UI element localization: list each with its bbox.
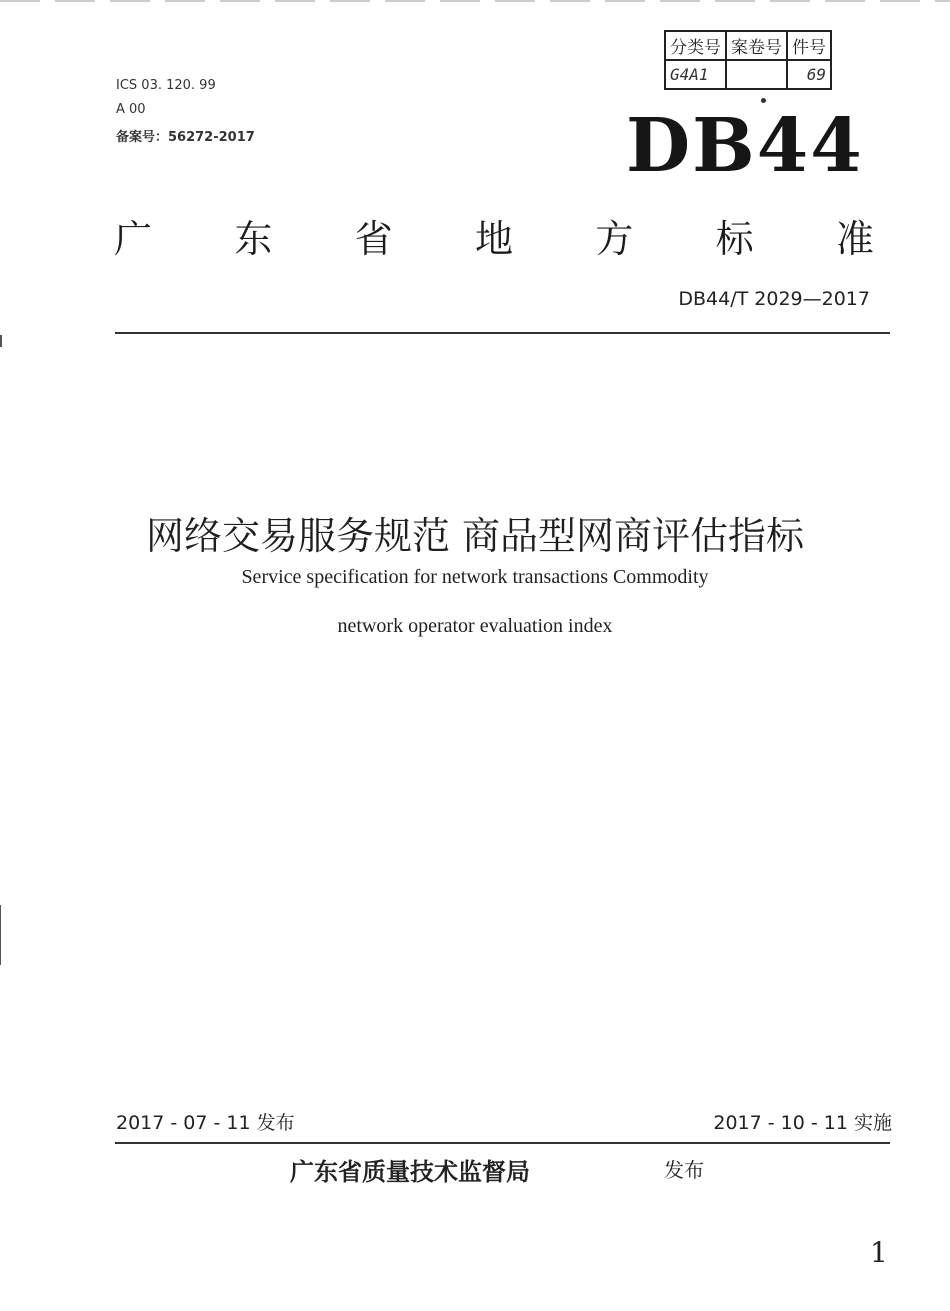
standard-type-heading <box>114 208 874 263</box>
issue-label: 发布 <box>664 1158 704 1182</box>
issuing-authority: 广东省质量技术监督局 <box>290 1158 530 1186</box>
standard-type-char: 准 <box>835 217 874 261</box>
publish-date: 2017 - 07 - 11 发布 <box>116 1112 295 1134</box>
standard-type-char: 东 <box>234 217 273 261</box>
db44-logo: DB44 <box>626 103 864 189</box>
document-title-zh: 网络交易服务规范 商品型网商评估指标 <box>145 514 805 558</box>
classification-header: 分类号 <box>665 31 726 60</box>
standard-type-char: 广 <box>114 217 153 261</box>
document-title-en-line1: Service specification for network transactions Commodity <box>241 566 709 588</box>
classification-table <box>664 30 832 90</box>
classification-number: G4A1 <box>665 60 726 89</box>
record-number: 备案号：56272-2017 <box>116 130 255 145</box>
standard-type-char: 方 <box>595 217 634 261</box>
ics-code: ICS 03. 120. 99 <box>116 78 216 93</box>
scan-margin-mark <box>0 335 2 347</box>
page-number: 1 <box>870 1236 888 1269</box>
classification-header: 案卷号 <box>726 31 787 60</box>
implement-date: 2017 - 10 - 11 实施 <box>713 1112 892 1134</box>
standard-code: DB44/T 2029—2017 <box>678 288 870 310</box>
scan-artifact <box>0 0 950 2</box>
ccs-code: A 00 <box>116 102 146 117</box>
header-divider <box>115 332 890 334</box>
footer-divider <box>115 1142 890 1144</box>
standard-type-char: 地 <box>474 217 513 261</box>
scan-margin-mark <box>0 905 1 965</box>
classification-header: 件号 <box>787 31 831 60</box>
standard-type-char: 省 <box>354 217 393 261</box>
document-title-en-line2: network operator evaluation index <box>337 615 613 637</box>
file-number <box>726 60 787 89</box>
standard-type-char: 标 <box>715 217 754 261</box>
item-number: 69 <box>787 60 831 89</box>
